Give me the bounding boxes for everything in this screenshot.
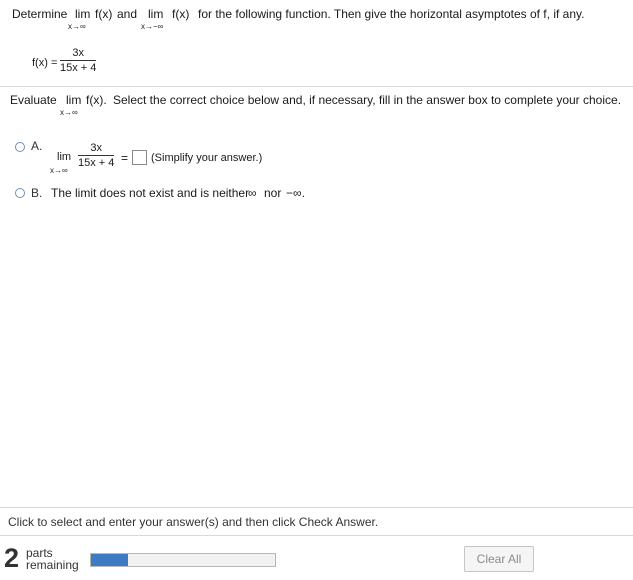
progress-bar bbox=[90, 553, 276, 567]
choice-b-radio[interactable] bbox=[15, 188, 25, 198]
answer-input-box[interactable] bbox=[132, 150, 147, 165]
function-numerator: 3x bbox=[60, 47, 96, 61]
choice-a-radio[interactable] bbox=[15, 142, 25, 152]
instruction-sub: x→∞ bbox=[60, 108, 78, 117]
choice-a-fraction bbox=[78, 142, 114, 169]
choice-a-denominator: 15x + 4 bbox=[78, 157, 115, 169]
footer-instruction: Click to select and enter your answer(s) and then click Check Answer. bbox=[8, 515, 379, 529]
question-suffix: for the following function. Then give the horizontal asymptotes of f, if any. bbox=[198, 7, 585, 21]
function-lhs: f(x) = bbox=[32, 57, 58, 69]
choice-b-letter: B. bbox=[31, 186, 43, 200]
footer-divider-bottom bbox=[0, 535, 633, 536]
footer-divider-top bbox=[0, 507, 633, 508]
instruction-text: Select the correct choice below and, if necessary, fill in the answer box to complete your choice. bbox=[113, 93, 622, 107]
function-denominator: 15x + 4 bbox=[60, 62, 97, 74]
function-fraction bbox=[60, 47, 96, 74]
choice-b-inf: ∞ bbox=[248, 186, 257, 200]
question-prefix: Determine bbox=[12, 7, 68, 21]
choice-b-nor: nor bbox=[264, 186, 282, 200]
clear-all-button[interactable]: Clear All bbox=[464, 546, 534, 572]
choice-a-lim: lim bbox=[57, 151, 72, 163]
choice-a-hint: (Simplify your answer.) bbox=[151, 152, 263, 164]
parts-count: 2 bbox=[4, 543, 20, 573]
question-fx-2: f(x) bbox=[172, 7, 190, 21]
instruction-lim: lim bbox=[66, 93, 82, 107]
question-lim-2: lim bbox=[148, 7, 164, 21]
section-divider bbox=[0, 86, 633, 87]
choice-b-text: The limit does not exist and is neither bbox=[51, 186, 250, 200]
choice-a-sub: x→∞ bbox=[50, 166, 68, 175]
parts-label: parts bbox=[26, 546, 53, 560]
choice-a-numerator: 3x bbox=[78, 142, 114, 156]
progress-fill bbox=[91, 554, 128, 566]
question-sub-pos-inf: x→∞ bbox=[68, 22, 86, 31]
choice-a-letter: A. bbox=[31, 139, 43, 153]
choice-a-equals: = bbox=[121, 151, 129, 165]
instruction-fx: f(x). bbox=[86, 93, 107, 107]
choice-b-neg-inf: −∞. bbox=[286, 186, 305, 200]
question-lim-1: lim bbox=[75, 7, 91, 21]
question-sub-neg-inf: x→−∞ bbox=[141, 22, 164, 31]
question-and: and bbox=[117, 7, 138, 21]
remaining-label: remaining bbox=[26, 558, 79, 572]
question-fx-1: f(x) bbox=[95, 7, 113, 21]
instruction-evaluate: Evaluate bbox=[10, 93, 57, 107]
